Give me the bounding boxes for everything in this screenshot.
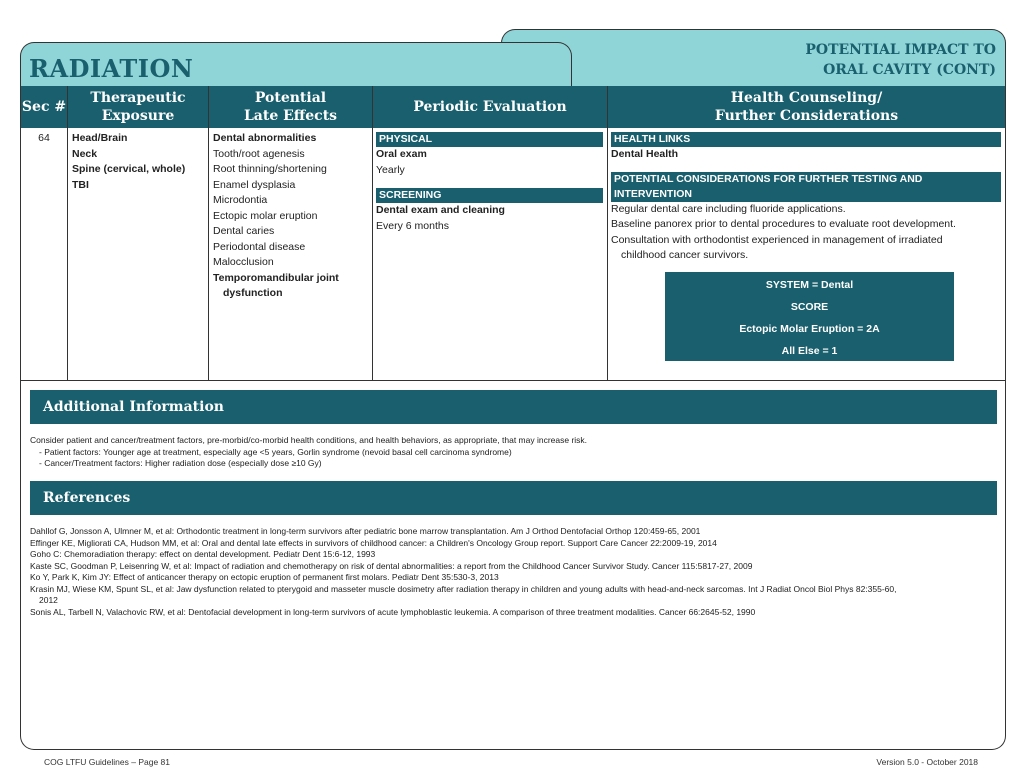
exposure-item: Neck xyxy=(72,147,98,160)
impact-title-line2: ORAL CAVITY (CONT) xyxy=(823,62,996,78)
reference-item: Effinger KE, Migliorati CA, Hudson MM, et al: Oral and dental late effects in survivors of childhood cancer: a Children's Oncology Group report. Support Care Cancer 22:2009-19, 2014 xyxy=(30,537,717,548)
reference-item: Krasin MJ, Wiese KM, Spunt SL, et al: Jaw dysfunction related to pterygoid and masseter muscle dosimetry after radiation therapy in children and young adults with head-and-neck sarcomas. Int J Radiat Oncol Biol Phys 82:355-60, xyxy=(30,583,897,594)
considerations-bar: POTENTIAL CONSIDERATIONS FOR FURTHER TESTING AND INTERVENTION xyxy=(611,172,1001,202)
reference-item: Sonis AL, Tarbell N, Valachovic RW, et al: Dentofacial development in long-term survivors of acute lymphoblastic leukemia. A comparison of three treatment modalities. Cancer 66:2645-52, 1990 xyxy=(30,606,756,617)
evaluation-cell xyxy=(376,132,603,234)
late-effect-item: Microdontia xyxy=(213,194,268,206)
late-effects-list xyxy=(213,131,370,302)
footer-version: Version 5.0 - October 2018 xyxy=(876,757,978,767)
physical-bar: PHYSICAL xyxy=(376,132,603,147)
row-divider xyxy=(21,380,1005,381)
screening-frequency: Every 6 months xyxy=(376,219,449,232)
late-effect-item-tmj: Temporomandibular joint xyxy=(213,271,339,284)
score-box xyxy=(665,272,954,361)
late-effects-title: Dental abnormalities xyxy=(213,132,317,144)
reference-item: Dahllof G, Jonsson A, Ulmner M, et al: Orthodontic treatment in long-term survivors after pediatric bone marrow transplantation. Am J Orthod Dentofacial Orthop 120:459-65, 2001 xyxy=(30,526,701,536)
consideration-line: Consultation with orthodontist experienced in management of irradiated xyxy=(611,233,943,246)
col-divider xyxy=(67,86,68,381)
reference-item: Ko Y, Park K, Kim JY: Effect of anticancer therapy on ectopic eruption of permanent first molars. Pediatr Dent 35:530-3, 2013 xyxy=(30,572,499,582)
counseling-cell xyxy=(611,132,1001,264)
consideration-line: Regular dental care including fluoride applications. xyxy=(611,202,846,215)
reference-item-cont: 2012 xyxy=(39,595,58,605)
late-effect-item: Malocclusion xyxy=(213,256,274,268)
score-line: SYSTEM = Dental xyxy=(765,279,854,291)
health-links-bar: HEALTH LINKS xyxy=(611,132,1001,147)
col-divider xyxy=(607,86,608,381)
additional-info-text: Consider patient and cancer/treatment factors, pre-morbid/co-morbid health conditions, and health behaviors, as appropriate, that may increase risk. - Patient factors: Younger age at treatment, especially age <5 years, Gorlin syndrome (nevoid basal cell carcinoma syndrome) - Cancer/Treatment factors: Higher radiation dose (especially dose ≥10 Gy) xyxy=(30,435,588,468)
late-effect-item: Root thinning/shortening xyxy=(213,163,327,175)
references-heading: References xyxy=(30,481,997,515)
header-late-effects: Potential Late Effects xyxy=(243,90,338,124)
footer-page: COG LTFU Guidelines – Page 81 xyxy=(44,757,170,767)
exposure-item: Head/Brain xyxy=(72,132,128,144)
impact-title xyxy=(805,40,996,80)
exposure-item: Spine (cervical, whole) xyxy=(72,163,186,175)
late-effect-item: Periodontal disease xyxy=(213,240,306,253)
late-effect-item: Ectopic molar eruption xyxy=(213,209,318,222)
score-line: All Else = 1 xyxy=(781,345,838,357)
sec-number: 64 xyxy=(38,132,50,144)
score-line: SCORE xyxy=(790,301,829,313)
exposure-item: TBI xyxy=(72,178,89,191)
physical-item: Oral exam xyxy=(376,148,427,160)
consideration-line: childhood cancer survivors. xyxy=(621,249,749,261)
additional-info-heading: Additional Information xyxy=(30,390,997,424)
late-effect-item: Dental caries xyxy=(213,225,275,237)
header-exposure: Therapeutic Exposure xyxy=(90,90,186,124)
exposure-list xyxy=(72,131,206,193)
section-title: RADIATION xyxy=(29,54,194,83)
consideration-line: Baseline panorex prior to dental procedures to evaluate root development. xyxy=(611,218,956,230)
screening-item: Dental exam and cleaning xyxy=(376,204,505,216)
late-effect-item-tmj-cont: dysfunction xyxy=(223,287,283,299)
reference-item: Kaste SC, Goodman P, Leisenring W, et al: Impact of radiation and chemotherapy on risk of dental abnormalities: a report from the Childhood Cancer Survivor Study. Cancer 115:5817-27, 2009 xyxy=(30,560,753,571)
impact-title-line1: POTENTIAL IMPACT TO xyxy=(805,42,996,58)
physical-frequency: Yearly xyxy=(376,163,405,176)
col-divider xyxy=(208,86,209,381)
health-link: Dental Health xyxy=(611,148,679,160)
reference-item: Goho C: Chemoradiation therapy: effect on dental development. Pediatr Dent 15:6-12, 1993 xyxy=(30,549,376,559)
header-counseling: Health Counseling/ Further Considerations xyxy=(714,90,899,124)
references-list xyxy=(30,526,897,618)
col-divider xyxy=(372,86,373,381)
late-effect-item: Enamel dysplasia xyxy=(213,178,296,191)
score-line: Ectopic Molar Eruption = 2A xyxy=(739,323,880,335)
header-sec: Sec # xyxy=(21,99,67,115)
screening-bar: SCREENING xyxy=(376,188,603,203)
late-effect-item: Tooth/root agenesis xyxy=(213,147,305,160)
header-evaluation: Periodic Evaluation xyxy=(413,99,567,115)
